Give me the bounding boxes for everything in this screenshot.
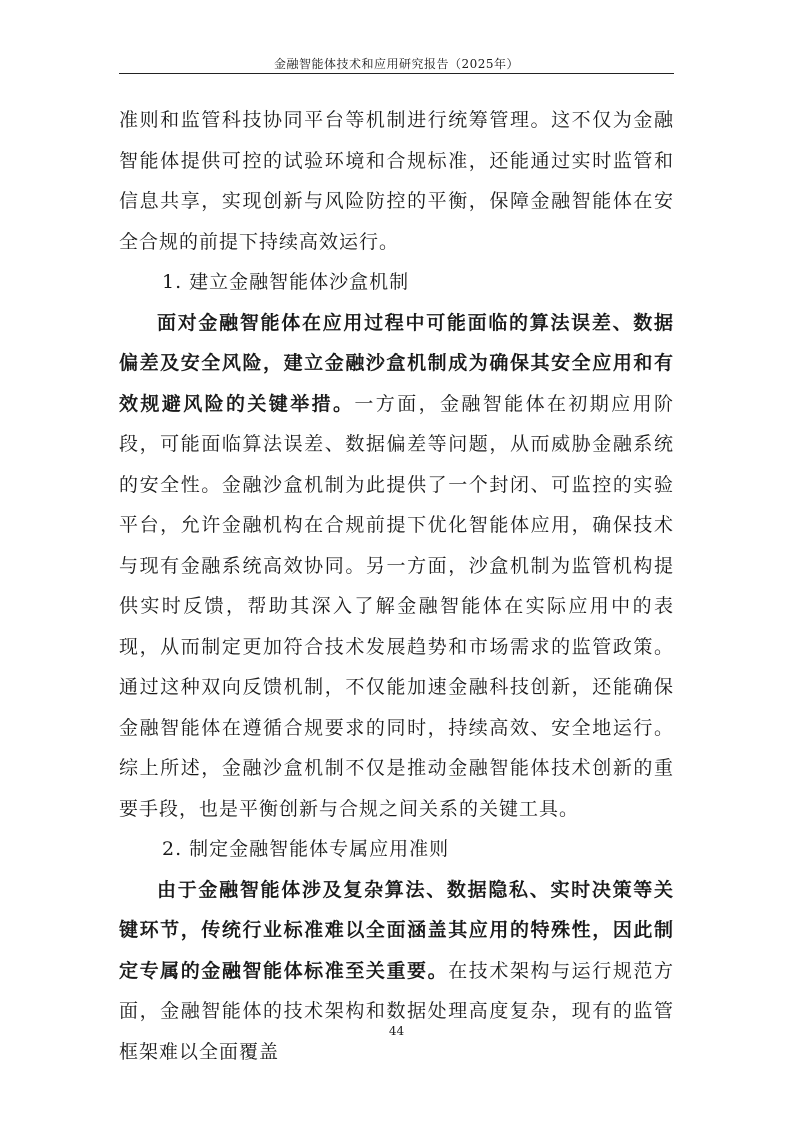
paragraph-guidelines-body: 在技术架构与运行规范方面，金融智能体的技术架构和数据处理高度复杂，现有的监管框架难以全面覆盖 [119,959,674,1063]
paragraph-guidelines-lead: 由于金融智能体涉及复杂算法、数据隐私、实时决策等关键环节，传统行业标准难以全面涵盖其应用的特殊性，因此制定专属的金融智能体标准至关重要。 [119,878,674,982]
paragraph-sandbox-body: 一方面，金融智能体在初期应用阶段，可能面临算法误差、数据偏差等问题，从而威胁金融系统的安全性。金融沙盒机制为此提供了一个封闭、可监控的实验平台，允许金融机构在合规前提下优化智能体应用，确保技术与现有金融系统高效协同。另一方面，沙盒机制为监管机构提供实时反馈，帮助其深入了解金融智能体在实际应用中的表现，从而制定更加符合技术发展趋势和市场需求的监管政策。通过这种双向反馈机制，不仅能加速金融科技创新，还能确保金融智能体在遵循合规要求的同时，持续高效、安全地运行。综上所述，金融沙盒机制不仅是推动金融智能体技术创新的重要手段，也是平衡创新与合规之间关系的关键工具。 [119,392,674,820]
page-number: 44 [388,1024,405,1038]
header-divider [119,73,674,74]
paragraph-guidelines [119,870,674,1073]
paragraph-sandbox [119,303,674,830]
section-heading-guidelines: 2. 制定金融智能体专属应用准则 [162,838,450,860]
paragraph-sandbox-lead: 面对金融智能体在应用过程中可能面临的算法误差、数据偏差及安全风险，建立金融沙盒机制成为确保其安全应用和有效规避风险的关键举措。 [119,311,674,415]
page-body [119,100,674,1072]
running-header-title: 金融智能体技术和应用研究报告（2025年） [273,57,520,71]
paragraph-continuation: 准则和监管科技协同平台等机制进行统筹管理。这不仅为金融智能体提供可控的试验环境和合规标准，还能通过实时监管和信息共享，实现创新与风险防控的平衡，保障金融智能体在安全合规的前提下持续高效运行。 [119,109,674,253]
section-heading-sandbox: 1. 建立金融智能体沙盒机制 [162,271,410,293]
